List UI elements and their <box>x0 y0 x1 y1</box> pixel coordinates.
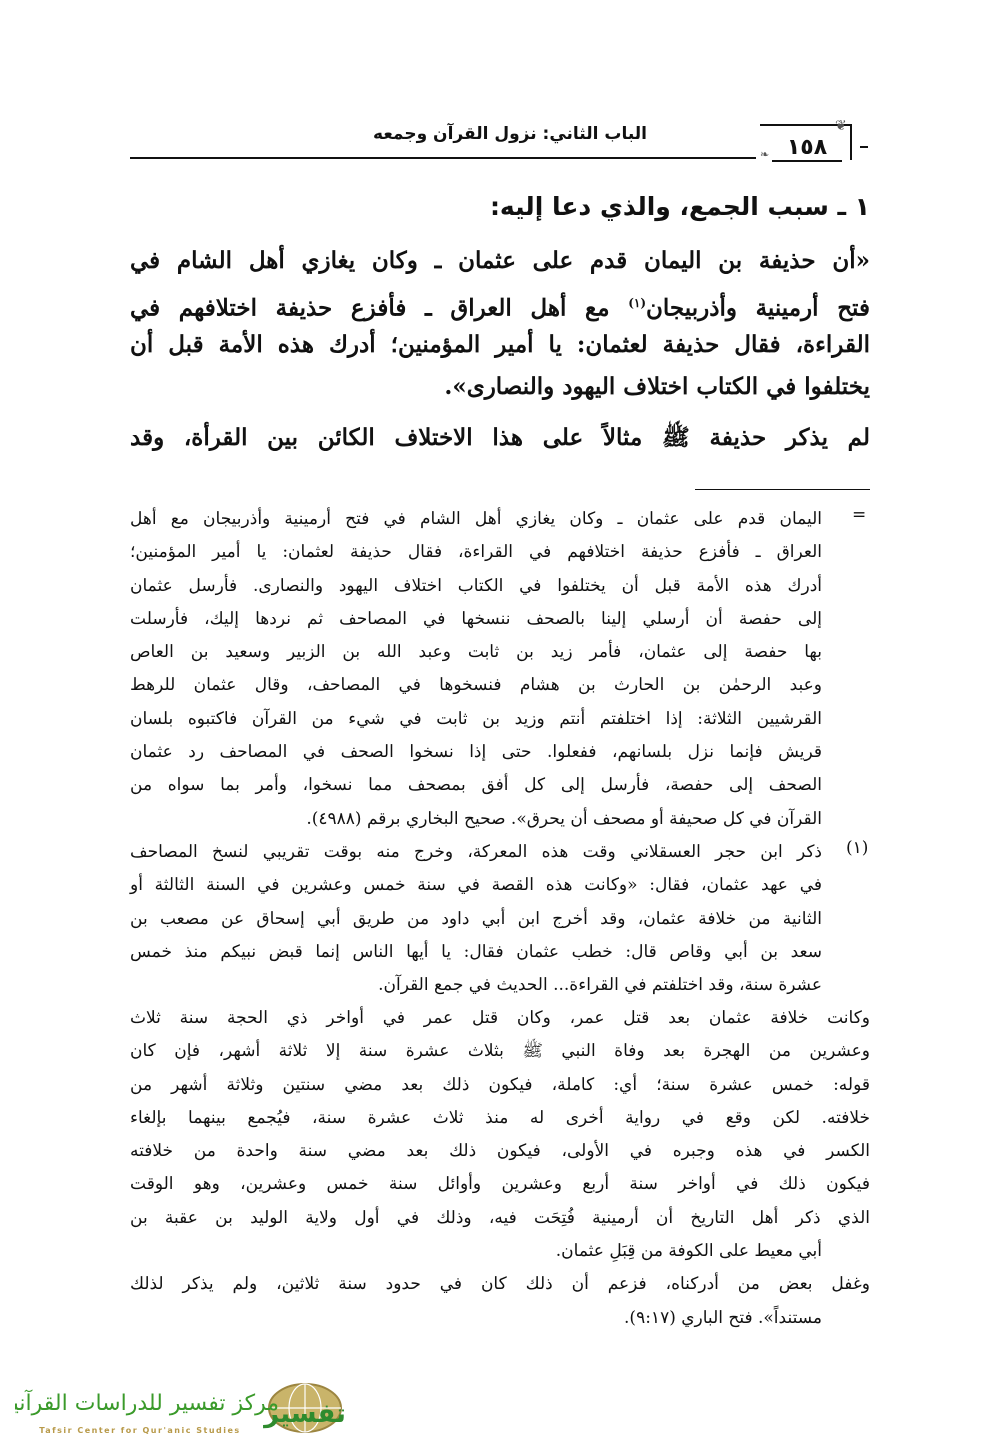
footnote-line: وعبد الرحمٰن بن الحارث بن هشام فنسخوها في المصاحف، وقال عثمان للرهط <box>130 675 822 696</box>
footnote-line: وغفل بعض من أدركناه، فزعم أن ذلك كان في حدود سنة ثلاثين، ولم يذكر لذلك <box>130 1274 870 1295</box>
footnote-line: قوله: خمس عشرة سنة؛ أي: كاملة، فيكون ذلك بعد مضي سنتين وثلاثة أشهر من <box>130 1074 870 1095</box>
footnote-ref[interactable]: (١) <box>628 296 647 310</box>
footnote-number: (١) <box>846 838 869 858</box>
text-line <box>130 282 870 324</box>
ornament-icon: ❧ <box>760 148 770 161</box>
footnote-line: خلافته. لكن وقع في رواية أخرى له منذ ثلاث عشرة سنة، فيُجمع بينهما بإلغاء <box>130 1107 870 1128</box>
footnotes <box>130 503 822 1002</box>
page-number: ١٥٨ <box>772 136 842 162</box>
footnote-line: فيكون ذلك في أواخر سنة أربع وعشرين وأوائل سنة خمس وعشرين، وهو الوقت <box>130 1174 870 1195</box>
footnote-line: مستنداً». فتح الباري (٩:١٧). <box>624 1307 822 1328</box>
footnote-separator <box>695 489 870 490</box>
footnote-line: الصحف إلى حفصة، فأرسل إلى كل أفق بمصحف مما نسخوا، وأمر بما سواه من <box>130 775 822 796</box>
footnote-line: الكسر في هذه وجبره في الأولى، فيكون ذلك بعد مضي سنة واحدة من خلافته <box>130 1141 870 1162</box>
tafsir-center-logo <box>15 1380 345 1440</box>
text-line: القراءة، فقال حذيفة لعثمان: يا أمير المؤمنين؛ أدرك هذه الأمة قبل أن <box>130 331 870 358</box>
header-rule <box>130 157 756 159</box>
text-segment: فتح أرمينية وأذربيجان <box>646 294 870 322</box>
footnote-line: بها حفصة إلى عثمان، فأمر زيد بن ثابت وعبد الله بن الزبير وسعيد بن العاص <box>130 642 822 663</box>
footnote-line: الثانية من خلافة عثمان، وقد أخرج ابن أبي داود من طريق أبي إسحاق عن مصعب بن <box>130 908 822 929</box>
text-line: يختلفوا في الكتاب اختلاف اليهود والنصارى». <box>444 373 870 400</box>
text-line: «أن حذيفة بن اليمان قدم على عثمان ـ وكان يغازي أهل الشام في <box>130 247 870 274</box>
text-segment: مع أهل العراق ـ فأفزع حذيفة اختلافهم في <box>130 294 610 322</box>
footnote-line: وعشرين من الهجرة بعد وفاة النبي ﷺ بثلاث عشرة سنة إلا ثلاثة أشهر، فإن كان <box>130 1041 870 1062</box>
footnote-line: وكانت خلافة عثمان بعد قتل عمر، وكان قتل عمر في أواخر ذي الحجة سنة ثلاث <box>130 1008 870 1028</box>
header-dash <box>860 146 868 148</box>
footnote-continuation-marker: = <box>852 505 867 525</box>
footnote-line: إلى حفصة أن أرسلي إلينا بالصحف ننسخها في المصاحف ثم نردها إليك، فأرسلت <box>130 608 822 629</box>
svg-text:Tafsir Center for Qur'anic Stu: Tafsir Center for Qur'anic Studies <box>39 1426 241 1435</box>
main-paragraph <box>130 417 870 459</box>
footnote-line: القرشيين الثلاثة: إذا اختلفتم أنتم وزيد بن ثابت في شيء من القرآن فاكتبوه بلسان <box>130 708 822 729</box>
footnote-line: أدرك هذه الأمة قبل أن يختلفوا في الكتاب اختلاف اليهود والنصارى. فأرسل عثمان <box>130 575 822 596</box>
section-heading: ١ ـ سبب الجمع، والذي دعا إليه: <box>489 192 870 221</box>
footnote-line: القرآن في كل صحيفة أو مصحف أن يحرق». صحيح البخاري برقم (٤٩٨٨). <box>306 808 822 829</box>
running-header-title: الباب الثاني: نزول القرآن وجمعه <box>373 124 647 144</box>
footnote-line: في عهد عثمان، فقال: «وكانت هذه القصة في سنة خمس وعشرين في السنة الثالثة أو <box>130 875 822 896</box>
svg-text:مركز تفسير للدراسات القرآنية: مركز تفسير للدراسات القرآنية <box>15 1391 280 1416</box>
footnote-paragraphs <box>130 1002 870 1335</box>
globe-emblem-icon <box>15 1380 345 1440</box>
footnote-line: اليمان قدم على عثمان ـ وكان يغازي أهل الشام في فتح أرمينية وأذربيجان مع أهل <box>130 509 822 529</box>
footnote-line: العراق ـ فأفزع حذيفة اختلافهم في القراءة، فقال حذيفة لعثمان: يا أمير المؤمنين؛ <box>130 542 822 563</box>
footnote-line: أبي معيط على الكوفة من قِبَلِ عثمان. <box>555 1241 822 1262</box>
footnote-line: الذي ذكر أهل التاريخ أن أرمينية فُتِحَت فيه، وذلك في أول ولاية الوليد بن عقبة بن <box>130 1207 870 1228</box>
footnote-line: قريش فإنما نزل بلسانهم، ففعلوا. حتى إذا نسخوا الصحف في المصاحف رد عثمان <box>130 742 822 763</box>
main-quote <box>130 240 870 408</box>
text-line: لم يذكر حذيفة ﷺ مثالاً على هذا الاختلاف الكائن بين القرأة، وقد <box>130 424 870 451</box>
footnote-line: سعد بن أبي وقاص قال: خطب عثمان فقال: يا أيها الناس إنما قبض نبيكم منذ خمس <box>130 941 822 962</box>
footnote-line: عشرة سنة، وقد اختلفتم في القراءة... الحديث في جمع القرآن. <box>378 975 822 996</box>
ornament-icon: ❦ <box>835 118 847 134</box>
svg-text:تفسير: تفسير <box>264 1399 345 1429</box>
footnote-line: ذكر ابن حجر العسقلاني وقت هذه المعركة، وخرج منه بوقت تقريبي لنسخ المصاحف <box>130 841 822 862</box>
